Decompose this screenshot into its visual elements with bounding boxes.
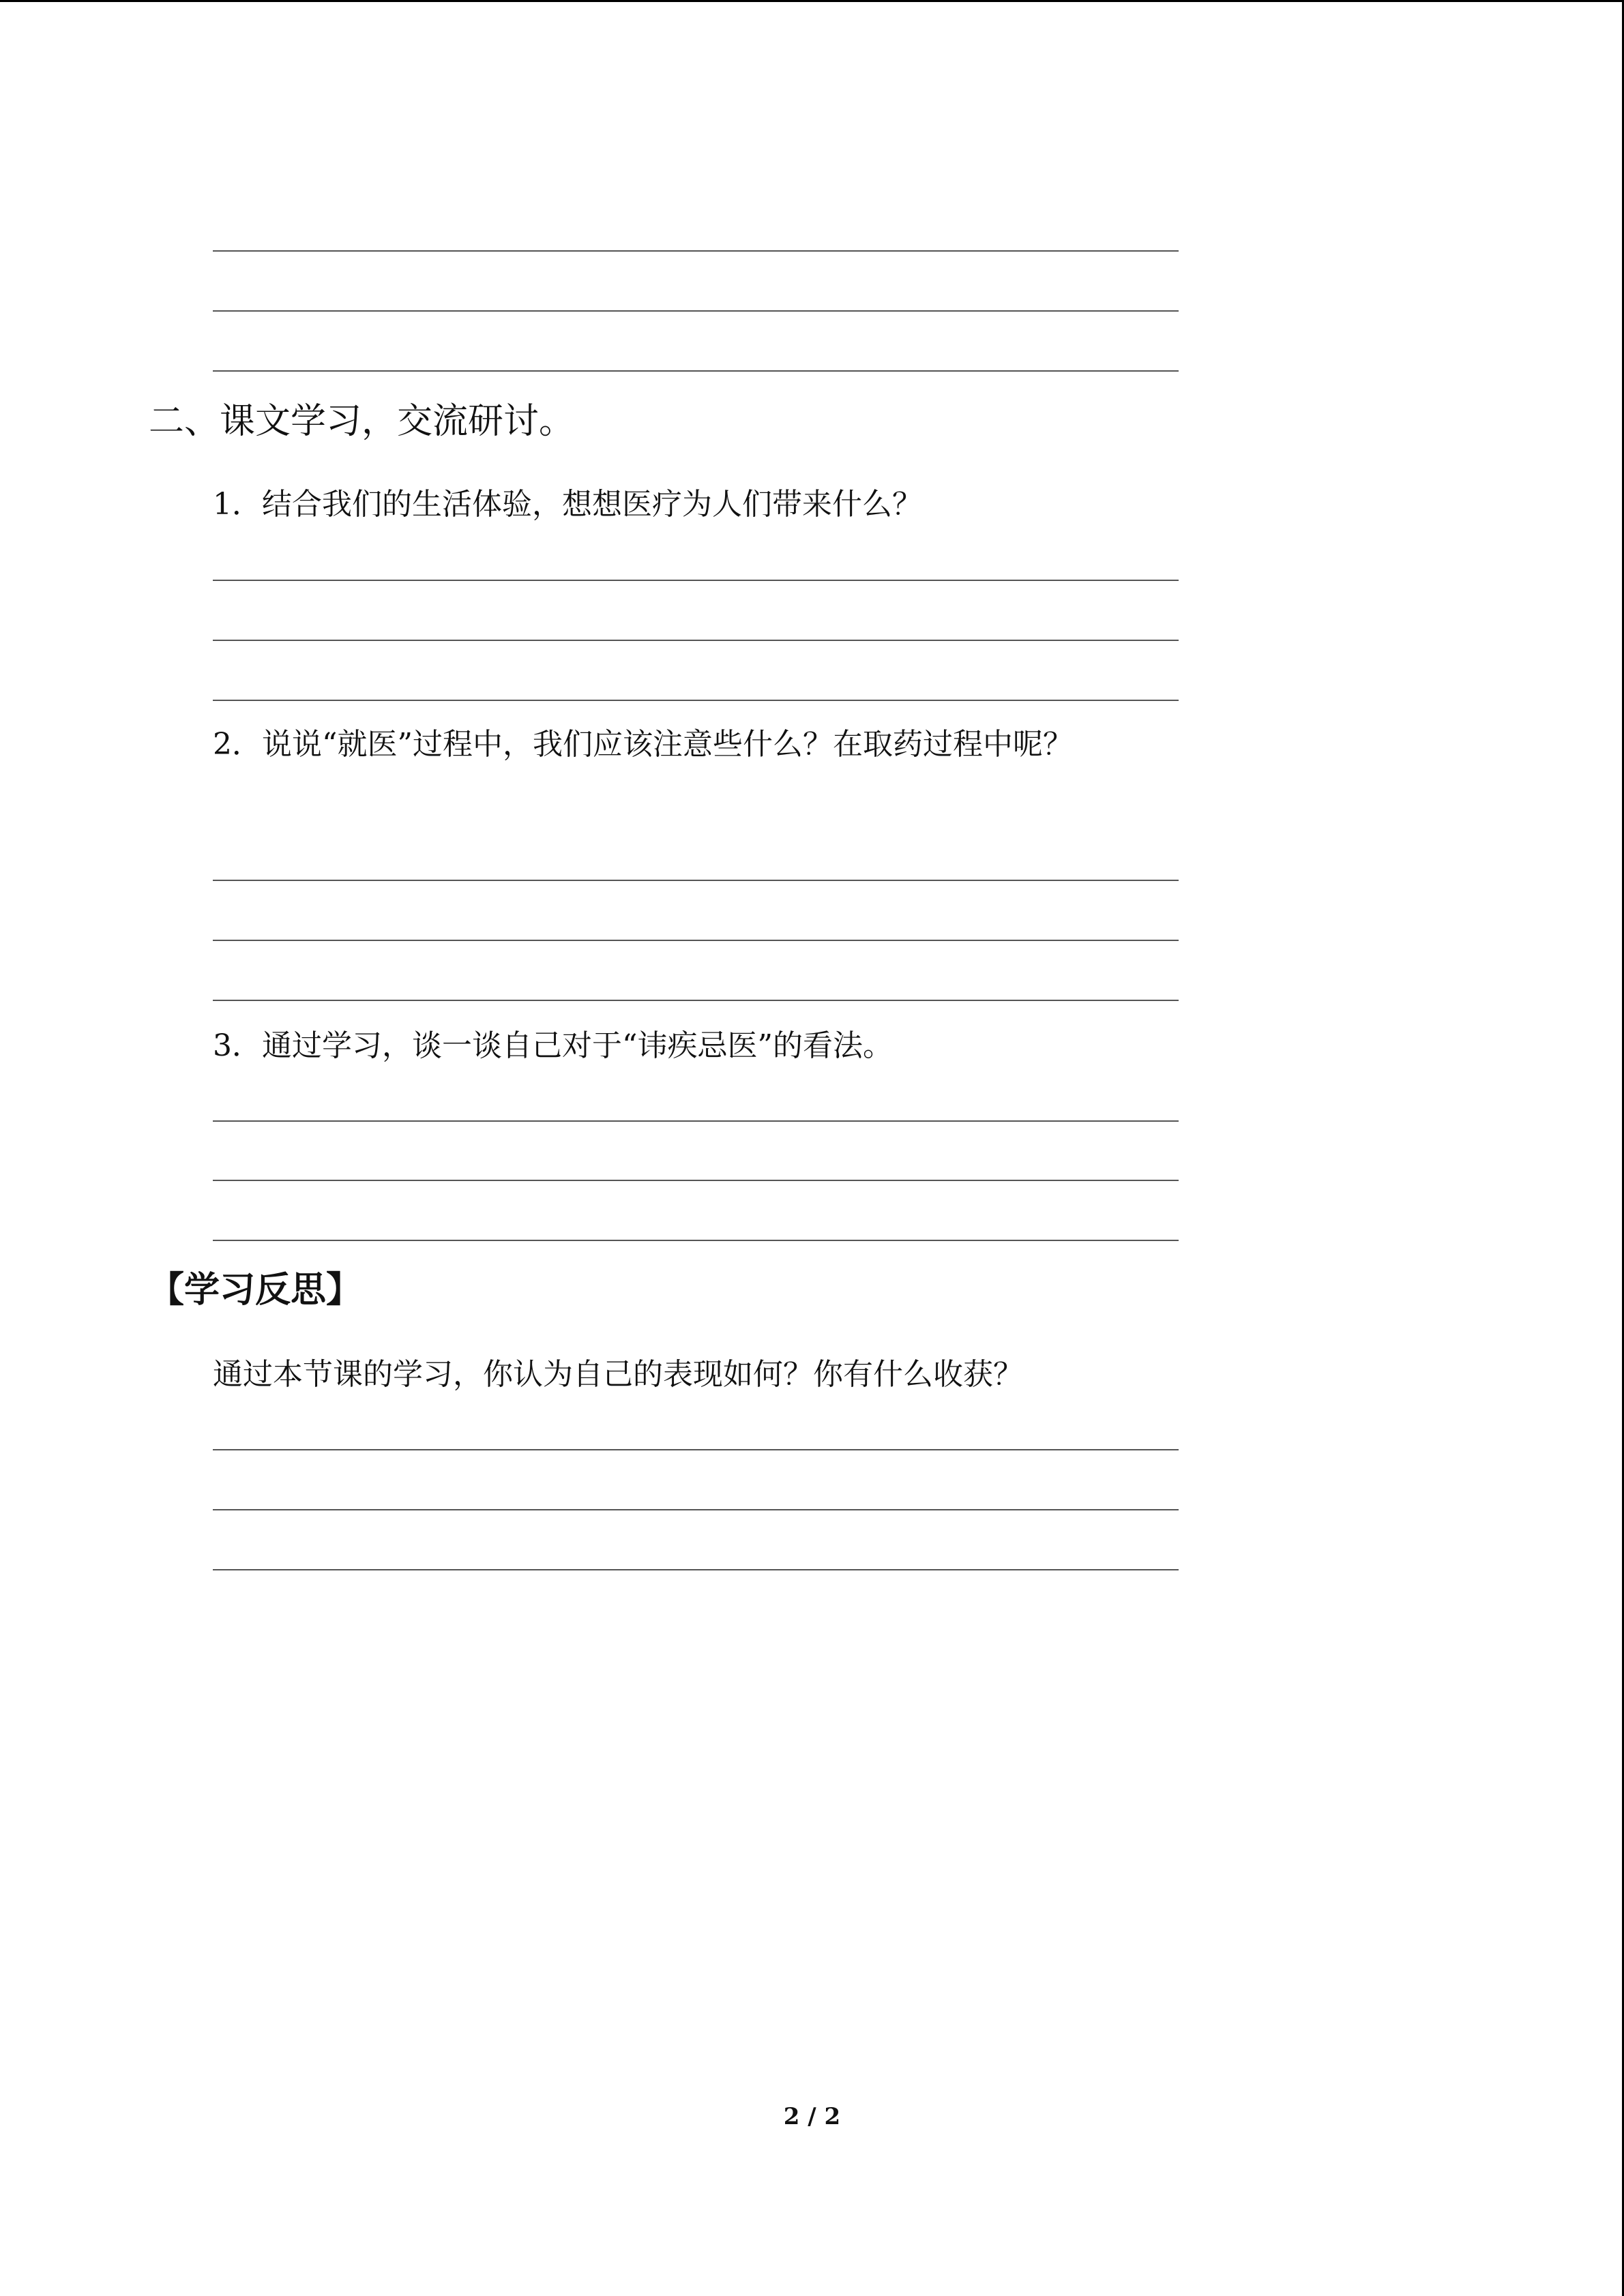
answer-line[interactable] — [213, 700, 1179, 701]
answer-line[interactable] — [213, 1000, 1179, 1001]
answer-line[interactable] — [213, 310, 1179, 312]
answer-line[interactable] — [213, 1240, 1179, 1241]
answer-line[interactable] — [213, 940, 1179, 941]
section-two-title: 二、课文学习，交流研讨。 — [149, 401, 575, 442]
page-number: 2 / 2 — [783, 2103, 841, 2130]
answer-line[interactable] — [213, 1509, 1179, 1510]
answer-line[interactable] — [213, 1180, 1179, 1181]
answer-line[interactable] — [213, 640, 1179, 641]
answer-line[interactable] — [213, 580, 1179, 581]
answer-line[interactable] — [213, 250, 1179, 252]
answer-line[interactable] — [213, 1120, 1179, 1122]
reflection-title: 【学习反思】 — [149, 1270, 362, 1311]
answer-line[interactable] — [213, 1569, 1179, 1570]
answer-line[interactable] — [213, 880, 1179, 881]
answer-line[interactable] — [213, 1449, 1179, 1450]
question-2: 2．说说“就医”过程中，我们应该注意些什么？在取药过程中呢？ — [213, 727, 1073, 762]
answer-line[interactable] — [213, 370, 1179, 372]
question-3: 3．通过学习，谈一谈自己对于“讳疾忌医”的看法。 — [213, 1028, 893, 1063]
reflection-prompt: 通过本节课的学习，你认为自己的表现如何？你有什么收获？ — [213, 1357, 1023, 1392]
question-1: 1．结合我们的生活体验，想想医疗为人们带来什么？ — [213, 487, 922, 522]
